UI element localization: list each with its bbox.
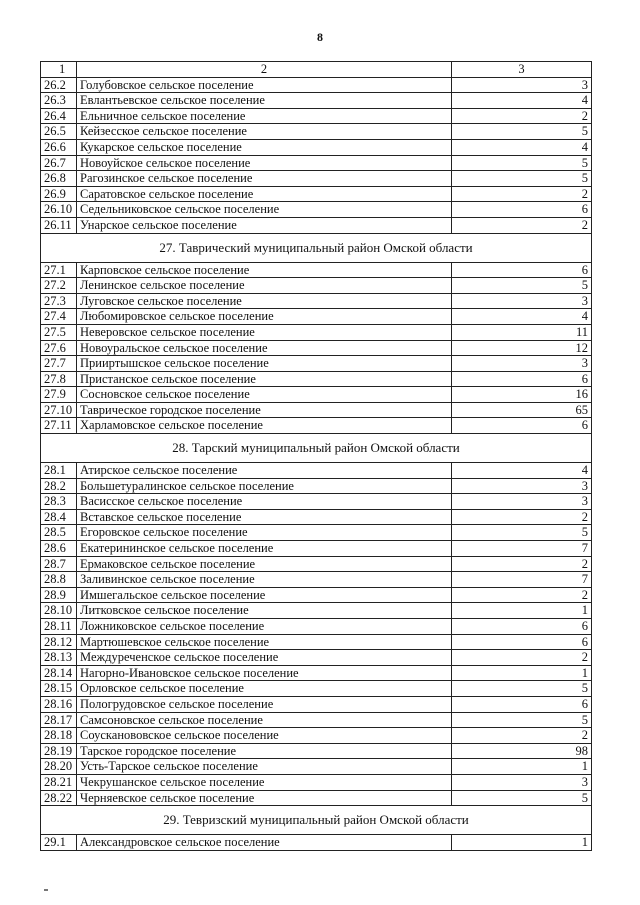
row-number: 28.5	[41, 525, 77, 541]
settlement-name: Рагозинское сельское поселение	[77, 171, 452, 187]
settlement-name: Харламовское сельское поселение	[77, 418, 452, 434]
row-value: 6	[452, 696, 592, 712]
row-number: 27.4	[41, 309, 77, 325]
settlement-name: Большетуралинское сельское поселение	[77, 478, 452, 494]
table-row	[41, 494, 592, 510]
table-row	[41, 541, 592, 557]
row-number: 26.3	[41, 93, 77, 109]
row-number: 27.8	[41, 371, 77, 387]
row-number: 28.16	[41, 696, 77, 712]
table-row	[41, 603, 592, 619]
settlement-name: Соусканово​вское сельское поселение	[77, 728, 452, 744]
row-number: 28.12	[41, 634, 77, 650]
row-value: 3	[452, 77, 592, 93]
row-value: 6	[452, 371, 592, 387]
settlement-name: Голубовское сельское поселение	[77, 77, 452, 93]
row-number: 28.13	[41, 650, 77, 666]
table-row	[41, 356, 592, 372]
table-row	[41, 77, 592, 93]
settlement-name: Новоуйское сельское поселение	[77, 155, 452, 171]
row-number: 26.7	[41, 155, 77, 171]
row-value: 2	[452, 556, 592, 572]
row-value: 2	[452, 650, 592, 666]
settlement-name: Таврическое городское поселение	[77, 402, 452, 418]
row-number: 28.4	[41, 509, 77, 525]
row-number: 27.7	[41, 356, 77, 372]
settlement-name: Атирское сельское поселение	[77, 463, 452, 479]
settlement-name: Тарское городское поселение	[77, 743, 452, 759]
row-value: 2	[452, 728, 592, 744]
settlements-table	[40, 61, 592, 851]
settlement-name: Нагорно-Ивановское сельское поселение	[77, 665, 452, 681]
table-row	[41, 572, 592, 588]
row-value: 11	[452, 324, 592, 340]
table-row	[41, 340, 592, 356]
row-value: 2	[452, 509, 592, 525]
table-row	[41, 402, 592, 418]
settlement-name: Унарское сельское поселение	[77, 217, 452, 233]
row-number: 26.4	[41, 108, 77, 124]
table-row	[41, 774, 592, 790]
settlement-name: Мартюшевское сельское поселение	[77, 634, 452, 650]
table-row	[41, 293, 592, 309]
settlement-name: Любомировское сельское поселение	[77, 309, 452, 325]
row-number: 28.11	[41, 619, 77, 635]
settlement-name: Ельничное сельское поселение	[77, 108, 452, 124]
row-number: 28.3	[41, 494, 77, 510]
row-number: 28.15	[41, 681, 77, 697]
row-number: 27.9	[41, 387, 77, 403]
table-row	[41, 650, 592, 666]
table-row	[41, 108, 592, 124]
table-row	[41, 681, 592, 697]
settlement-name: Усть-Тарское сельское поселение	[77, 759, 452, 775]
table-row	[41, 634, 592, 650]
row-number: 28.8	[41, 572, 77, 588]
table-row	[41, 759, 592, 775]
row-value: 5	[452, 124, 592, 140]
table-row	[41, 387, 592, 403]
section-title: 28. Тарский муниципальный район Омской области	[41, 434, 592, 463]
row-number: 26.8	[41, 171, 77, 187]
settlement-name: Самсоновское сельское поселение	[77, 712, 452, 728]
row-value: 6	[452, 262, 592, 278]
row-value: 5	[452, 278, 592, 294]
row-value: 16	[452, 387, 592, 403]
settlement-name: Междуреченское сельское поселение	[77, 650, 452, 666]
row-number: 28.18	[41, 728, 77, 744]
row-number: 28.19	[41, 743, 77, 759]
table-row	[41, 278, 592, 294]
row-number: 28.7	[41, 556, 77, 572]
row-number: 27.6	[41, 340, 77, 356]
row-number: 26.9	[41, 186, 77, 202]
row-value: 3	[452, 494, 592, 510]
settlement-name: Ленинское сельское поселение	[77, 278, 452, 294]
table-row	[41, 835, 592, 851]
row-value: 2	[452, 186, 592, 202]
settlement-name: Евлантьевское сельское поселение	[77, 93, 452, 109]
table-row	[41, 525, 592, 541]
table-row	[41, 124, 592, 140]
table-row	[41, 155, 592, 171]
row-value: 3	[452, 478, 592, 494]
settlement-name: Егоровское сельское поселение	[77, 525, 452, 541]
row-value: 1	[452, 603, 592, 619]
row-value: 4	[452, 139, 592, 155]
table-row	[41, 139, 592, 155]
section-title: 29. Тевризский муниципальный район Омской области	[41, 806, 592, 835]
table-row	[41, 556, 592, 572]
table-row	[41, 418, 592, 434]
row-number: 28.10	[41, 603, 77, 619]
table-row	[41, 186, 592, 202]
page-number: 8	[317, 30, 323, 44]
row-number: 27.10	[41, 402, 77, 418]
row-number: 28.9	[41, 587, 77, 603]
table-row	[41, 712, 592, 728]
row-number: 28.6	[41, 541, 77, 557]
row-value: 4	[452, 309, 592, 325]
table-row	[41, 665, 592, 681]
table-row	[41, 790, 592, 806]
row-number: 28.17	[41, 712, 77, 728]
table-row	[41, 743, 592, 759]
row-value: 6	[452, 619, 592, 635]
row-number: 26.2	[41, 77, 77, 93]
row-number: 27.3	[41, 293, 77, 309]
row-number: 26.10	[41, 202, 77, 218]
row-value: 6	[452, 418, 592, 434]
table-row	[41, 463, 592, 479]
header-col-name: 2	[77, 62, 452, 78]
settlement-name: Екатерининское сельское поселение	[77, 541, 452, 557]
row-value: 65	[452, 402, 592, 418]
row-number: 26.6	[41, 139, 77, 155]
table-row	[41, 171, 592, 187]
row-number: 27.11	[41, 418, 77, 434]
table-row	[41, 509, 592, 525]
row-value: 5	[452, 712, 592, 728]
section-title: 27. Таврический муниципальный район Омской области	[41, 233, 592, 262]
row-number: 28.2	[41, 478, 77, 494]
table-row	[41, 696, 592, 712]
settlement-name: Вставское сельское поселение	[77, 509, 452, 525]
table-row	[41, 202, 592, 218]
row-number: 27.2	[41, 278, 77, 294]
table-row	[41, 587, 592, 603]
row-value: 2	[452, 108, 592, 124]
settlement-name: Васисское сельское поселение	[77, 494, 452, 510]
table-row	[41, 324, 592, 340]
header-col-number: 1	[41, 62, 77, 78]
settlement-name: Седельниковское сельское поселение	[77, 202, 452, 218]
table-header-row	[41, 62, 592, 78]
settlement-name: Пристанское сельское поселение	[77, 371, 452, 387]
row-value: 1	[452, 835, 592, 851]
row-number: 26.11	[41, 217, 77, 233]
settlement-name: Луговское сельское поселение	[77, 293, 452, 309]
settlement-name: Карповское сельское поселение	[77, 262, 452, 278]
row-number: 28.14	[41, 665, 77, 681]
row-number: 28.21	[41, 774, 77, 790]
settlement-name: Заливинское сельское поселение	[77, 572, 452, 588]
row-value: 3	[452, 293, 592, 309]
settlement-name: Литковское сельское поселение	[77, 603, 452, 619]
settlement-name: Черняевское сельское поселение	[77, 790, 452, 806]
section-heading-row	[41, 434, 592, 463]
row-value: 4	[452, 463, 592, 479]
row-number: 27.1	[41, 262, 77, 278]
row-value: 7	[452, 541, 592, 557]
table-row	[41, 309, 592, 325]
row-value: 5	[452, 790, 592, 806]
row-value: 5	[452, 171, 592, 187]
row-value: 3	[452, 356, 592, 372]
table-row	[41, 371, 592, 387]
table-row	[41, 93, 592, 109]
settlement-name: Александровское сельское поселение	[77, 835, 452, 851]
settlement-name: Прииртышское сельское поселение	[77, 356, 452, 372]
table-row	[41, 478, 592, 494]
row-value: 2	[452, 217, 592, 233]
row-number: 28.20	[41, 759, 77, 775]
row-number: 28.22	[41, 790, 77, 806]
header-col-value: 3	[452, 62, 592, 78]
row-value: 2	[452, 587, 592, 603]
section-heading-row	[41, 233, 592, 262]
settlement-name: Ложниковское сельское поселение	[77, 619, 452, 635]
settlement-name: Ермаковское сельское поселение	[77, 556, 452, 572]
settlement-name: Чекрушанское сельское поселение	[77, 774, 452, 790]
table-row	[41, 262, 592, 278]
settlement-name: Кейзесское сельское поселение	[77, 124, 452, 140]
settlement-name: Сосновское сельское поселение	[77, 387, 452, 403]
row-number: 26.5	[41, 124, 77, 140]
row-value: 6	[452, 634, 592, 650]
row-number: 27.5	[41, 324, 77, 340]
row-value: 1	[452, 665, 592, 681]
row-value: 1	[452, 759, 592, 775]
table-row	[41, 619, 592, 635]
row-value: 4	[452, 93, 592, 109]
table-row	[41, 217, 592, 233]
settlement-name: Кукарское сельское поселение	[77, 139, 452, 155]
row-value: 5	[452, 525, 592, 541]
row-value: 5	[452, 155, 592, 171]
row-value: 98	[452, 743, 592, 759]
scan-mark	[44, 889, 48, 891]
settlement-name: Новоуральское сельское поселение	[77, 340, 452, 356]
row-value: 5	[452, 681, 592, 697]
row-value: 7	[452, 572, 592, 588]
row-number: 28.1	[41, 463, 77, 479]
settlement-name: Саратовское сельское поселение	[77, 186, 452, 202]
settlement-name: Орловское сельское поселение	[77, 681, 452, 697]
row-value: 3	[452, 774, 592, 790]
section-heading-row	[41, 806, 592, 835]
settlement-name: Имшегальское сельское поселение	[77, 587, 452, 603]
table-row	[41, 728, 592, 744]
settlement-name: Пологрудовское сельское поселение	[77, 696, 452, 712]
settlement-name: Неверовское сельское поселение	[77, 324, 452, 340]
row-number: 29.1	[41, 835, 77, 851]
row-value: 12	[452, 340, 592, 356]
row-value: 6	[452, 202, 592, 218]
